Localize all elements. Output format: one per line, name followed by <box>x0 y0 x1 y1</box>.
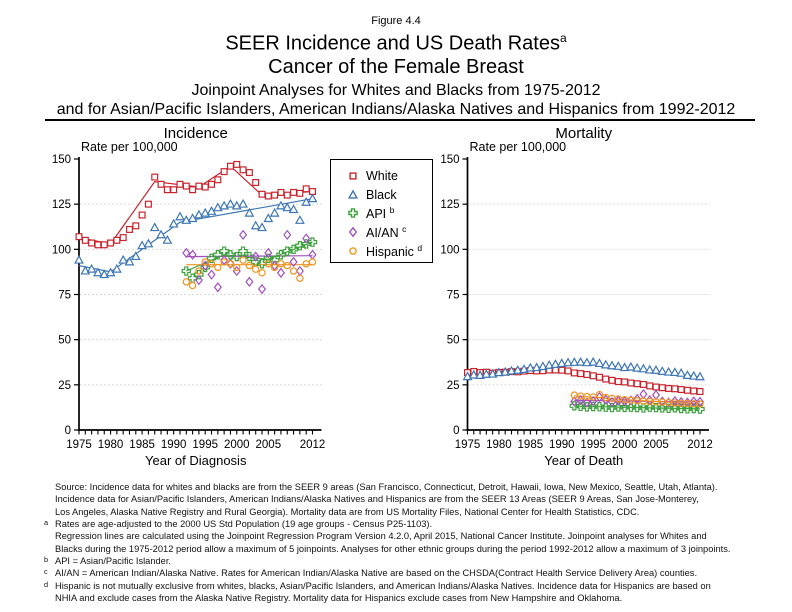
circle-marker <box>183 279 189 285</box>
square-marker <box>578 371 584 377</box>
square-marker <box>666 386 672 392</box>
x-tick-label: 1975 <box>66 439 92 451</box>
square-marker <box>139 212 145 218</box>
subtitle-line2: and for Asian/Pacific Islanders, American Indians/Alaska Natives and Hispanics from 1992-2012 <box>56 101 736 118</box>
square-marker <box>265 193 271 199</box>
square-marker <box>565 368 571 374</box>
square-marker <box>183 183 189 189</box>
legend-label: Black <box>366 187 397 202</box>
legend-label-superscript: d <box>417 242 423 253</box>
circle-marker <box>189 282 195 288</box>
x-axis-label: Year of Death <box>544 453 624 468</box>
square-marker <box>303 186 309 192</box>
square-icon <box>345 169 361 183</box>
footnote-marker: a <box>44 518 49 528</box>
x-tick-label: 2012 <box>299 439 326 451</box>
triangle-marker <box>119 256 127 263</box>
legend-label: API $^b$ <box>366 205 395 222</box>
figure-number: Figure 4.4 <box>371 15 421 27</box>
square-marker <box>272 192 278 198</box>
square-marker <box>603 376 609 382</box>
circle-icon <box>345 244 361 258</box>
square-marker <box>350 173 356 179</box>
trend-line-black <box>79 199 313 272</box>
y-tick-label: 75 <box>446 289 460 302</box>
footnote-text: AI/AN = American Indian/Alaska Native. Rates for American Indian/Alaska Native are based on the CHSDA(Contract Health Service Delivery Area) counties. <box>55 568 698 579</box>
square-marker <box>659 385 665 391</box>
plus-marker <box>182 267 190 275</box>
diamond-marker <box>350 228 357 236</box>
legend-item-aian <box>345 223 432 242</box>
y-tick-label: 25 <box>58 379 71 392</box>
square-marker <box>95 242 101 248</box>
subtitle-line1: Joinpoint Analyses for Whites and Blacks from 1975-2012 <box>191 82 601 99</box>
plus-icon <box>345 206 361 220</box>
square-marker <box>101 242 107 248</box>
circle-marker <box>240 257 246 263</box>
square-marker <box>171 187 177 193</box>
trend-line-aian <box>186 256 312 257</box>
square-marker <box>571 370 577 376</box>
legend-label-superscript: b <box>389 205 395 216</box>
triangle-marker <box>614 362 622 369</box>
triangle-marker <box>640 365 648 372</box>
square-marker <box>691 388 697 394</box>
square-marker <box>253 180 259 186</box>
circle-marker <box>303 261 309 267</box>
footnote-line <box>44 567 760 579</box>
plus-marker <box>239 247 247 255</box>
diamond-marker <box>653 391 660 399</box>
diamond-marker <box>246 278 253 286</box>
footnotes <box>44 481 760 604</box>
square-marker <box>108 240 114 246</box>
x-tick-label: 1975 <box>454 439 481 451</box>
y-axis-unit-label: Rate per 100,000 <box>81 140 178 154</box>
footnote-marker: d <box>44 579 49 589</box>
y-tick-label: 50 <box>58 334 71 347</box>
y-tick-label: 100 <box>51 244 71 257</box>
footnote-line <box>44 580 760 592</box>
square-marker <box>584 372 590 378</box>
square-marker <box>278 190 284 196</box>
square-marker <box>653 384 659 390</box>
footnote-text: NHIA and exclude cases from the Alaska Native Registry. Mortality data for Hispanics exclude cases from New Hampshire and Oklahoma. <box>55 593 623 604</box>
y-tick-label: 125 <box>440 199 460 212</box>
x-tick-label: 1990 <box>548 439 575 451</box>
footnote-marker <box>44 591 55 603</box>
footnote-line <box>44 518 760 530</box>
square-marker <box>297 190 303 196</box>
x-tick-label: 2000 <box>611 439 638 451</box>
x-tick-label: 1980 <box>486 439 512 451</box>
square-marker <box>76 234 82 240</box>
square-marker <box>114 237 120 243</box>
square-marker <box>697 389 703 395</box>
circle-marker <box>227 261 233 267</box>
x-tick-label: 1985 <box>517 439 544 451</box>
triangle-marker <box>176 213 184 220</box>
square-marker <box>597 374 603 380</box>
footnote-marker <box>44 542 55 554</box>
y-tick-label: 100 <box>440 244 460 257</box>
square-marker <box>127 227 133 233</box>
legend-item-api <box>345 204 432 223</box>
x-tick-label: 1985 <box>129 439 155 451</box>
square-marker <box>291 190 297 196</box>
footnote-marker <box>44 505 55 517</box>
legend-label: Hispanic $^d$ <box>366 242 423 259</box>
square-marker <box>190 187 196 193</box>
footnote-line <box>44 481 760 493</box>
title-line2: Cancer of the Female Breast <box>268 56 524 78</box>
square-marker <box>89 240 95 246</box>
diamond-marker <box>189 251 196 259</box>
footnote-line <box>44 543 760 555</box>
legend-label: AI/AN $^c$ <box>366 224 407 241</box>
square-marker <box>234 162 240 168</box>
diamond-marker <box>240 231 247 239</box>
square-marker <box>678 387 684 393</box>
footnote-marker <box>44 529 55 541</box>
legend-label-superscript: c <box>402 224 407 234</box>
x-tick-label: 2005 <box>643 439 669 451</box>
footnote-text: Hispanic is not mutually exclusive from whites, blacks, Asian/Pacific Islanders, and American Indians/Alaska Natives. Incidence data for Hispanics are based on <box>55 580 711 591</box>
footnote-text: Rates are age-adjusted to the 2000 US Std Population (19 age groups - Census P25-1103). <box>55 519 433 530</box>
plot-title: Mortality <box>555 125 613 142</box>
square-marker <box>246 170 252 176</box>
diamond-marker <box>278 269 285 277</box>
footnote-text: API = Asian/Pacific Islander. <box>55 556 172 567</box>
square-marker <box>622 379 628 385</box>
footnote-marker <box>44 492 55 504</box>
triangle-marker <box>627 363 635 370</box>
square-marker <box>82 237 88 243</box>
triangle-marker <box>271 209 279 216</box>
diamond-marker <box>208 270 215 278</box>
footnote-text: Incidence data for Asian/Pacific Islanders, American Indians/Alaska Natives and Hispanics are from the SEER 13 Areas (SEER 9 Areas, San Jose-Monterey, <box>55 494 699 505</box>
plus-marker <box>220 247 228 255</box>
y-tick-label: 150 <box>440 154 460 166</box>
footnote-line <box>44 493 760 505</box>
footnote-line <box>44 592 760 604</box>
x-tick-label: 2000 <box>223 439 250 451</box>
x-axis-label: Year of Diagnosis <box>145 453 247 468</box>
square-marker <box>177 181 183 187</box>
diamond-marker <box>297 267 304 275</box>
y-tick-label: 25 <box>446 379 460 392</box>
circle-marker <box>350 248 356 254</box>
square-marker <box>133 223 139 229</box>
triangle-marker <box>652 366 660 373</box>
triangle-marker <box>296 216 304 223</box>
plot-incidence <box>52 125 325 468</box>
square-marker <box>628 380 634 386</box>
triangle-marker <box>239 200 247 207</box>
square-marker <box>152 174 158 180</box>
circle-marker <box>208 261 214 267</box>
circle-marker <box>290 268 296 274</box>
circle-marker <box>246 262 252 268</box>
triangle-marker <box>170 220 178 227</box>
triangle-icon <box>345 188 361 202</box>
y-tick-label: 75 <box>58 289 71 302</box>
triangle-marker <box>75 256 83 263</box>
footnote-text: Source: Incidence data for whites and blacks are from the SEER 9 areas (San Francisco, Connecticut, Detroit, Hawaii, Iowa, New Mexico, Seattle, Utah, Atlanta). <box>55 482 718 492</box>
footnote-text: Regression lines are calculated using the Joinpoint Regression Program Version 4.2.0, April 2015, National Cancer Institute. Joinpoint analyses for Whites and <box>55 531 707 542</box>
x-tick-label: 1990 <box>160 439 187 451</box>
square-marker <box>196 183 202 189</box>
x-tick-label: 1995 <box>192 439 219 451</box>
y-tick-label: 50 <box>446 334 460 347</box>
circle-marker <box>278 261 284 267</box>
triangle-marker <box>151 224 159 231</box>
square-marker <box>284 192 290 198</box>
footnote-marker <box>44 480 55 492</box>
legend-item-white <box>345 167 432 186</box>
y-tick-label: 150 <box>51 154 71 166</box>
main-title-text: SEER Incidence and US Death Rates <box>225 32 560 55</box>
footnote-line <box>44 555 760 567</box>
main-title-superscript: a <box>559 31 567 45</box>
footnote-text: Los Angeles, Alaska Native Registry and Rural Georgia). Mortality data are from US Mortality Files, National Center for Health Statistics, CDC. <box>55 506 640 517</box>
square-marker <box>559 367 565 373</box>
y-tick-label: 125 <box>51 199 71 212</box>
circle-marker <box>259 270 265 276</box>
plus-marker <box>349 209 357 217</box>
x-tick-label: 1980 <box>97 439 124 451</box>
square-marker <box>202 184 208 190</box>
square-marker <box>158 181 164 187</box>
diamond-icon <box>345 225 361 239</box>
triangle-marker <box>227 200 235 207</box>
square-marker <box>647 383 653 389</box>
square-marker <box>634 381 640 387</box>
footnote-line <box>44 530 760 542</box>
legend-label: White <box>366 169 398 184</box>
circle-marker <box>284 262 290 268</box>
square-marker <box>672 386 678 392</box>
square-marker <box>221 169 227 175</box>
square-marker <box>240 167 246 173</box>
footnote-marker: b <box>44 555 49 565</box>
legend-item-black <box>345 186 432 205</box>
plot-mortality <box>440 125 712 468</box>
square-marker <box>146 201 152 207</box>
legend <box>330 159 433 263</box>
footnote-marker: c <box>44 567 48 577</box>
square-marker <box>164 187 170 193</box>
plot-title: Incidence <box>163 125 228 142</box>
x-tick-label: 2005 <box>255 439 282 451</box>
diamond-marker <box>183 249 190 257</box>
y-tick-label: 0 <box>453 425 460 437</box>
x-tick-label: 2012 <box>687 439 713 451</box>
y-tick-label: 0 <box>64 425 71 437</box>
square-marker <box>609 377 615 383</box>
circle-marker <box>253 266 259 272</box>
square-marker <box>685 387 691 393</box>
y-axis-unit-label: Rate per 100,000 <box>469 140 567 154</box>
square-marker <box>209 181 215 187</box>
square-marker <box>259 191 265 197</box>
square-marker <box>215 177 221 183</box>
triangle-marker <box>596 359 604 366</box>
square-marker <box>615 379 621 385</box>
footnote-line <box>44 506 760 518</box>
x-tick-label: 1995 <box>580 439 606 451</box>
triangle-marker <box>349 191 357 198</box>
triangle-marker <box>252 222 260 229</box>
square-marker <box>641 382 647 388</box>
diamond-marker <box>259 285 266 293</box>
footnote-text: Blacks during the 1975-2012 period allow a maximum of 5 joinpoints. Analyses for other ethnic groups during the period 1992-2012 allow a maximum of 3 joinpoints. <box>55 543 731 554</box>
diamond-marker <box>640 390 647 398</box>
triangle-marker <box>309 195 317 202</box>
legend-item-hispanic <box>345 241 432 260</box>
triangle-marker <box>677 369 685 376</box>
triangle-marker <box>589 358 597 365</box>
main-title <box>0 31 792 56</box>
square-marker <box>120 235 126 241</box>
triangle-marker <box>602 361 610 368</box>
square-marker <box>228 163 234 169</box>
diamond-marker <box>284 231 291 239</box>
diamond-marker <box>309 251 316 259</box>
diamond-marker <box>215 283 222 291</box>
square-marker <box>590 373 596 379</box>
